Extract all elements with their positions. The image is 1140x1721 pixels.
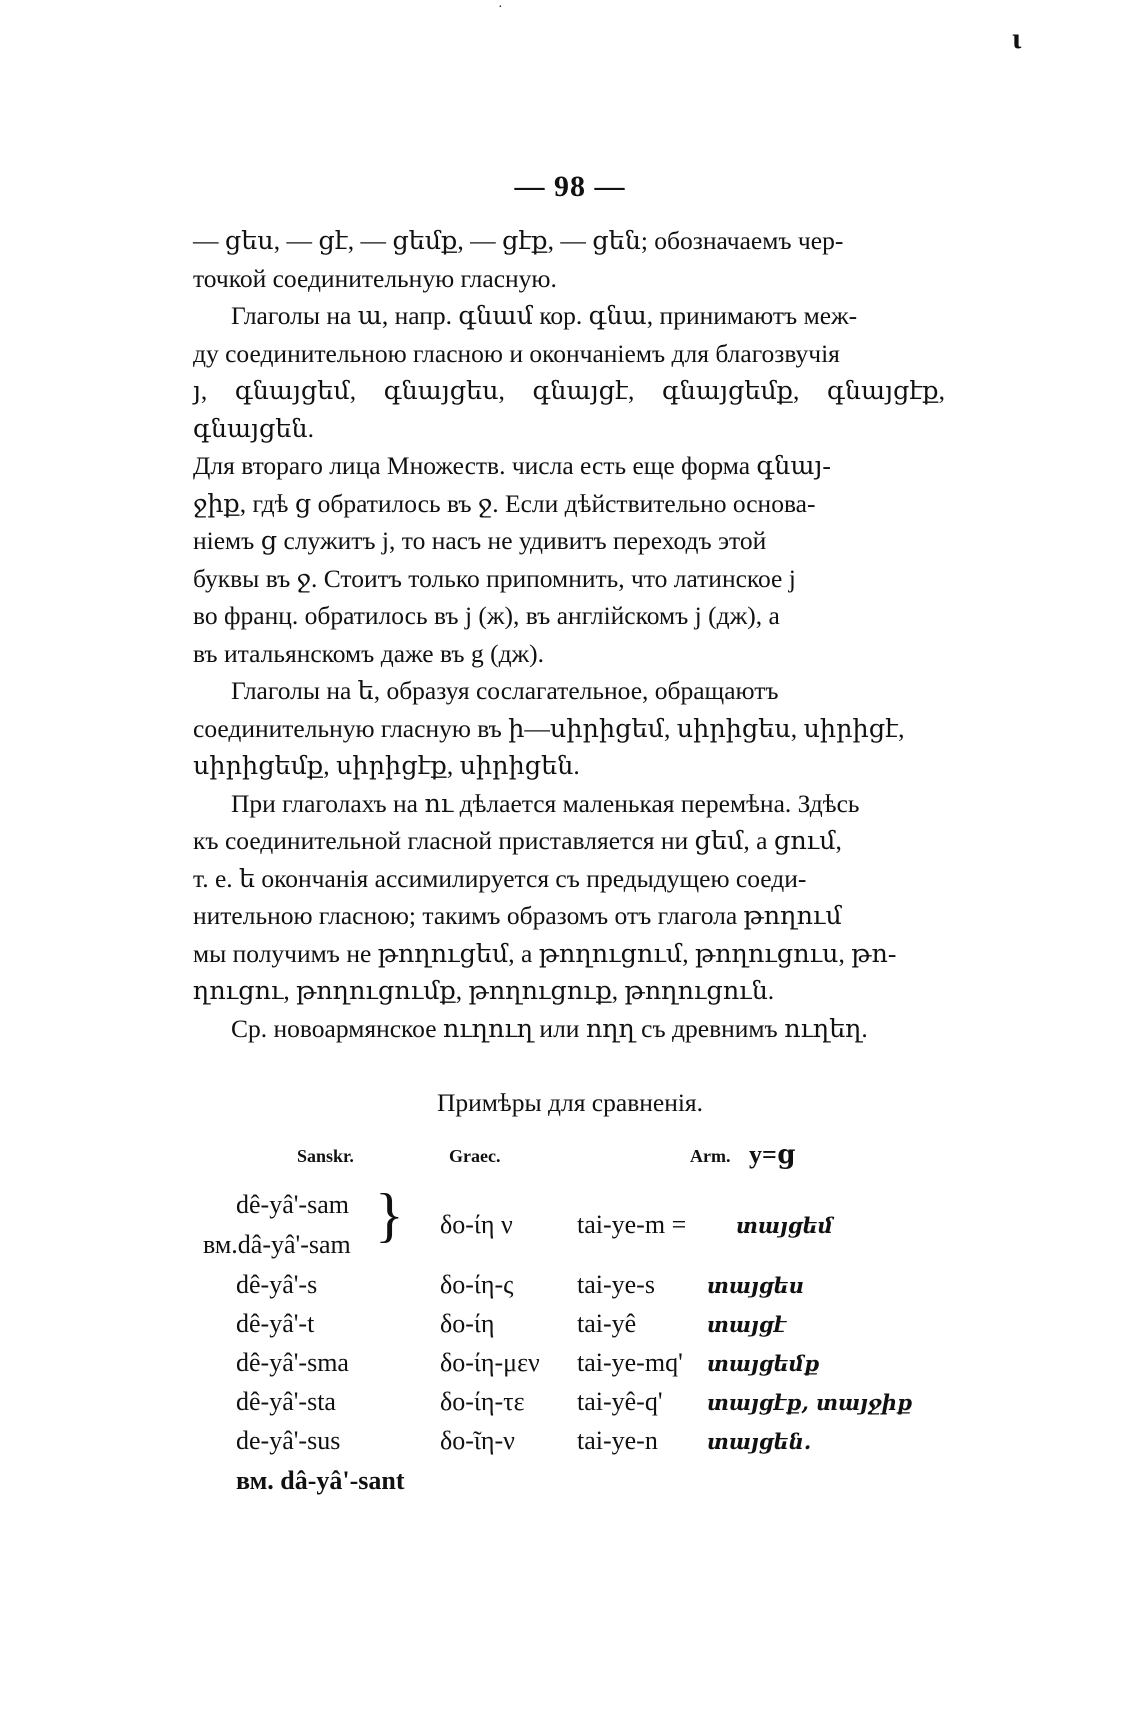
text-line: точкой соединительную гласную. [193,263,557,293]
text-line: ніемъ ց служитъ j, то насъ не удивитъ переходъ этой [193,526,767,555]
text-line: յ, գնայցեմ, գնայցես, գնայցէ, գնայցեմք, գնայցէք, գնայցեն. [193,376,945,443]
text-line: Глаголы на ե, образуя сослагательное, обращаютъ [231,676,779,705]
greek-cell: δο-ῖη-ν [440,1426,515,1455]
text-line: При глаголахъ на ու дѣлается маленькая перемѣна. Здѣсь [231,788,860,818]
greek-cell: δο-ίη [440,1309,495,1338]
greek-cell: δο-ίη-ς [440,1270,514,1299]
text-line: въ итальянскомъ даже въ g (дж). [193,638,545,668]
text-line: սիրիցեմք, սիրիցէք, սիրիցեն. [193,751,580,780]
page-number: — 98 — [514,170,626,203]
armenian-cell: տայցէ [707,1312,787,1337]
text-line: ղուցու, թողուցումք, թողուցուք, թողուցուն. [193,976,775,1005]
translit-cell: tai-yê-q' [577,1387,663,1416]
text-line: во франц. обратилось въ j (ж), въ англійскомъ j (дж), а [193,601,780,630]
armenian-cell: տայցես [707,1273,804,1298]
header-greek: Graec. [449,1146,501,1166]
sanskrit-cell: вм.dâ-yâ'-sam [203,1230,351,1259]
text-line: нительною гласною; такимъ образомъ отъ глагола թողում [193,901,842,930]
translit-cell: tai-ye-n [577,1426,658,1455]
grouping-brace: } [375,1182,404,1248]
text-line: соединительную гласную въ ի—սիրիցեմ, սիրիցես, սիրիցէ, [193,713,905,743]
translit-cell: tai-ye-m = [577,1210,687,1239]
greek-cell: δο-ίη-μεν [440,1348,540,1377]
paragraph-3 [193,672,945,785]
paragraph-5 [193,1010,945,1048]
translit-cell: tai-ye-mq' [577,1348,683,1377]
greek-cell: δο-ίη ν [440,1210,513,1239]
header-sanskrit: Sanskr. [297,1146,354,1166]
armenian-cell: տայցէք, տայջիք [707,1390,913,1415]
sanskrit-cell: dê-yâ'-sta [236,1387,336,1416]
armenian-cell: տայցեմք [707,1351,820,1376]
header-armenian: Arm. [690,1146,731,1166]
text-line: т. е. ե окончанія ассимилируется съ предыдущею соеди- [193,863,807,893]
sanskrit-cell: dê-yâ'-t [236,1309,315,1338]
sanskrit-cell: dê-yâ'-s [236,1270,318,1299]
text-line: ду соединительною гласною и окончаніемъ для благозвучія [193,338,840,368]
greek-cell: δο-ίη-τε [440,1387,525,1416]
sanskrit-cell: dê-yâ'-sam [236,1190,349,1219]
armenian-cell: տայցեն. [707,1429,812,1454]
paragraph-1 [193,222,945,297]
text-line: мы получимъ не թողուցեմ, а թողուցում, թողուցուս, թո- [193,938,897,968]
examples-title: Примѣры для сравненія. [436,1088,704,1117]
text-line: Для втораго лица Множеств. числа есть еще форма գնայ- [193,451,831,480]
text-line: къ соединительной гласной приставляется ни ցեմ, а ցում, [193,826,842,855]
sanskrit-cell: de-yâ'-sus [236,1426,341,1455]
header-arm-equivalence: y=ց [749,1140,796,1169]
corner-mark: ι [1012,22,1022,55]
text-line: буквы въ ջ. Стоитъ только припомнить, что латинское j [193,563,796,593]
translit-cell: tai-ye-s [577,1270,655,1299]
armenian-cell: տայցեմ [736,1213,833,1238]
text-line: Глаголы на ա, напр. գնամ кор. գնա, принимаютъ меж- [231,301,858,330]
translit-cell: tai-yê [577,1309,637,1338]
paragraph-2 [193,297,945,672]
sanskrit-cell: вм. dâ-yâ'-sant [236,1466,405,1495]
body-text [193,222,945,1047]
text-line: — ցես, — ցէ, — ցեմք, — ցէք, — ցեն; обозначаемъ чер- [193,226,844,255]
text-line: Ср. новоармянское ուղուղ или ողղ съ древнимъ ուղեղ. [231,1013,868,1043]
sanskrit-cell: dê-yâ'-sma [236,1348,349,1377]
text-line: ջիք, гдѣ ց обратилось въ ջ. Если дѣйствительно основа- [193,488,816,518]
top-dot: · [498,0,503,15]
paragraph-4 [193,785,945,1010]
